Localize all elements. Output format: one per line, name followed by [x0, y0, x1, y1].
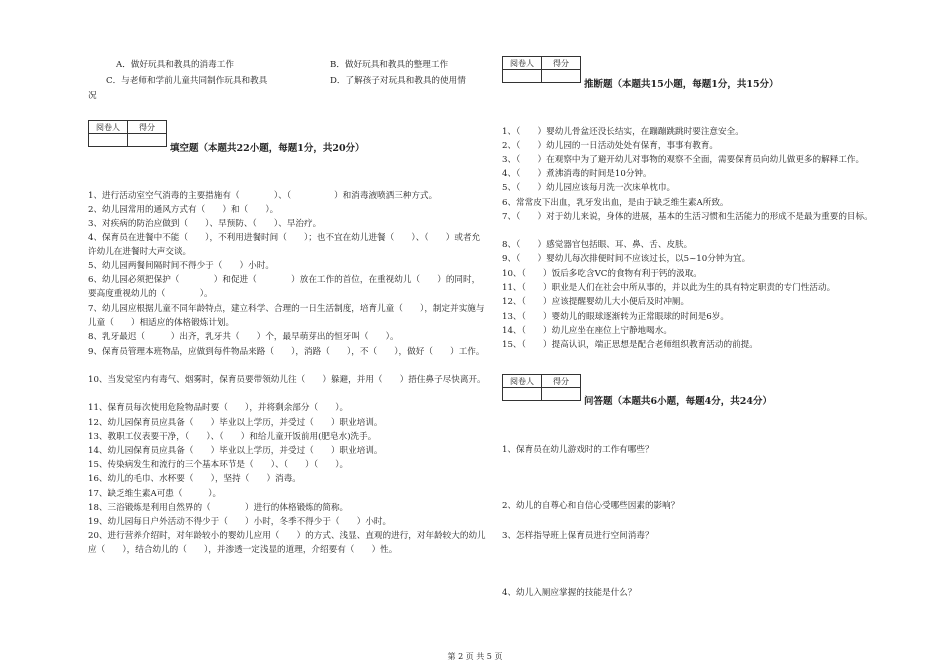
judge-item: 7、（ ）对于幼儿来说，身体的进展，基本的生活习惯和生活能力的形成不是最为重要的目标。: [502, 212, 873, 222]
qa-section-title: 问答题（本题共6小题，每题4分，共24分）: [584, 396, 772, 407]
option-d-continued: 况: [88, 91, 97, 101]
fill-item: 19、幼儿园每日户外活动不得少于（ ）小时，冬季不得少于（ ）小时。: [88, 517, 392, 527]
judge-item: 14、（ ）幼儿应坐在座位上宁静地喝水。: [502, 326, 672, 336]
option-a: A．做好玩具和教具的消毒工作: [116, 60, 234, 70]
judge-item: 13、（ ）婴幼儿的眼球逐渐转为正常眼球的时间是6岁。: [502, 312, 729, 322]
page-footer: 第 2 页 共 5 页: [447, 652, 503, 661]
qa-item: 1、保育员在幼儿游戏时的工作有哪些？: [502, 445, 654, 455]
fill-item: 1、进行活动室空气消毒的主要措施有（ ）、（ ）和消毒液喷洒三种方式。: [88, 191, 438, 201]
score-cell[interactable]: [542, 70, 581, 83]
fill-item: 15、传染病发生和流行的三个基本环节是（ ）、（ ）（ ）。: [88, 460, 349, 470]
judge-item: 11、（ ）职业是人们在社会中所从事的，并以此为生的具有特定职责的专门性活动。: [502, 283, 836, 293]
reviewer-cell[interactable]: [503, 70, 542, 83]
fill-section-title: 填空题（本题共22小题，每题1分，共20分）: [170, 143, 365, 154]
reviewer-cell[interactable]: [89, 134, 128, 147]
option-b: B．做好玩具和教具的整理工作: [330, 60, 449, 70]
reviewer-label: 阅卷人: [503, 375, 542, 388]
reviewer-cell[interactable]: [503, 388, 542, 401]
score-cell[interactable]: [128, 134, 167, 147]
fill-item: 10、当发觉室内有毒气、烟雾时，保育员要带领幼儿往（ ）躲避，并用（ ）捂住鼻子尽快离开。: [88, 375, 486, 385]
judge-item: 3、（ ）在观察中为了避开幼儿对事物的观察不全面，需要保育员向幼儿做更多的解释工作。: [502, 155, 865, 165]
qa-item: 3、怎样指导班上保育员进行空间消毒？: [502, 531, 654, 541]
judge-item: 10、（ ）饭后多吃含VC的食物有利于钙的汲取。: [502, 269, 702, 279]
score-label: 得分: [128, 121, 167, 134]
judge-item: 1、（ ）婴幼儿骨盆还没长结实，在蹦蹦跳跳时要注意安全。: [502, 127, 744, 137]
fill-item: 16、幼儿的毛巾、水杯要（ ），坚持（ ）消毒。: [88, 474, 301, 484]
score-cell[interactable]: [542, 388, 581, 401]
fill-item: 3、对疾病的防治应做到（ ）、早预防、（ ）、早治疗。: [88, 219, 322, 229]
fill-item: 11、保育员每次使用危险物品时要（ ），并将剩余部分（ ）。: [88, 403, 349, 413]
fill-item: 7、幼儿园应根据儿童不同年龄特点，建立科学、合理的一日生活制度，培育儿童（ ），制定并实施与儿童（ ）相适应的体格锻炼计划。: [88, 304, 485, 328]
judge-item: 5、（ ）幼儿园应该每月洗一次床单枕巾。: [502, 183, 676, 193]
judge-section-title: 推断题（本题共15小题，每题1分，共15分）: [584, 79, 779, 90]
judge-item: 2、（ ）幼儿园的一日活动处处有保育，事事有教育。: [502, 141, 719, 151]
fill-item: 6、幼儿园必须把保护（ ）和促进（ ）放在工作的首位，在重视幼儿（ ）的同时，要高度重视幼儿的（ ）。: [88, 275, 481, 299]
fill-item: 8、乳牙最迟（ ）出齐，乳牙共（ ）个，最早萌芽出的恒牙叫（ ）。: [88, 332, 399, 342]
fill-item: 9、保育员管理本班物品，应做到每件物品来路（ ），消路（ ），不（ ），做好（ ）工作。: [88, 347, 485, 357]
fill-item: 14、幼儿园保育员应具备（ ）毕业以上学历，并受过（ ）职业培训。: [88, 446, 383, 456]
judge-item: 9、（ ）婴幼儿每次排便时间不应该过长，以5~10分钟为宜。: [502, 254, 751, 264]
judge-item: 15、（ ）提高认识，端正思想是配合老师组织教育活动的前提。: [502, 340, 758, 350]
fill-score-box: [88, 120, 167, 147]
reviewer-label: 阅卷人: [503, 57, 542, 70]
qa-score-box: [502, 374, 581, 401]
option-d: D．了解孩子对玩具和教具的使用情: [330, 76, 466, 86]
judge-score-box: [502, 56, 581, 83]
fill-item: 4、保育员在进餐中不能（ ），不利用进餐时间（ ）；也不宜在幼儿进餐（ ）、（ ）或者允许幼儿在进餐时大声交谈。: [88, 233, 481, 257]
score-label: 得分: [542, 57, 581, 70]
qa-item: 2、幼儿的自尊心和自信心受哪些因素的影响？: [502, 501, 680, 511]
judge-item: 4、（ ）煮沸消毒的时间是10分钟。: [502, 169, 652, 179]
fill-item: 5、幼儿园两餐间隔时间不得少于（ ）小时。: [88, 261, 274, 271]
fill-item: 20、进行营养介绍时，对年龄较小的婴幼儿应用（ ）的方式、浅显、直观的进行，对年龄较大的幼儿应（ ），结合幼儿的（ ），并渗透一定浅显的道理，介绍要有（ ）性。: [88, 531, 486, 555]
fill-item: 17、缺乏维生素A可患（ ）。: [88, 489, 222, 499]
qa-item: 4、幼儿入厕应掌握的技能是什么？: [502, 588, 637, 598]
judge-item: 8、（ ）感觉器官包括眼、耳、鼻、舌、皮肤。: [502, 240, 693, 250]
fill-item: 18、三浴锻炼是利用自然界的（ ）进行的体格锻炼的简称。: [88, 503, 349, 513]
judge-item: 6、常常皮下出血，乳牙发出血，是由于缺乏维生素A所致。: [502, 198, 729, 208]
option-c: C．与老师和学前儿童共同制作玩具和教具: [106, 76, 268, 86]
reviewer-label: 阅卷人: [89, 121, 128, 134]
fill-item: 12、幼儿园保育员应具备（ ）毕业以上学历，并受过（ ）职业培训。: [88, 418, 383, 428]
judge-item: 12、（ ）应该提醒婴幼儿大小便后及时冲厕。: [502, 297, 690, 307]
score-label: 得分: [542, 375, 581, 388]
fill-item: 2、幼儿园常用的通风方式有（ ）和（ ）。: [88, 205, 279, 215]
fill-item: 13、教职工仪表要干净，（ ）、（ ）和给儿童开饭前用(肥皂水)洗手。: [88, 432, 377, 442]
